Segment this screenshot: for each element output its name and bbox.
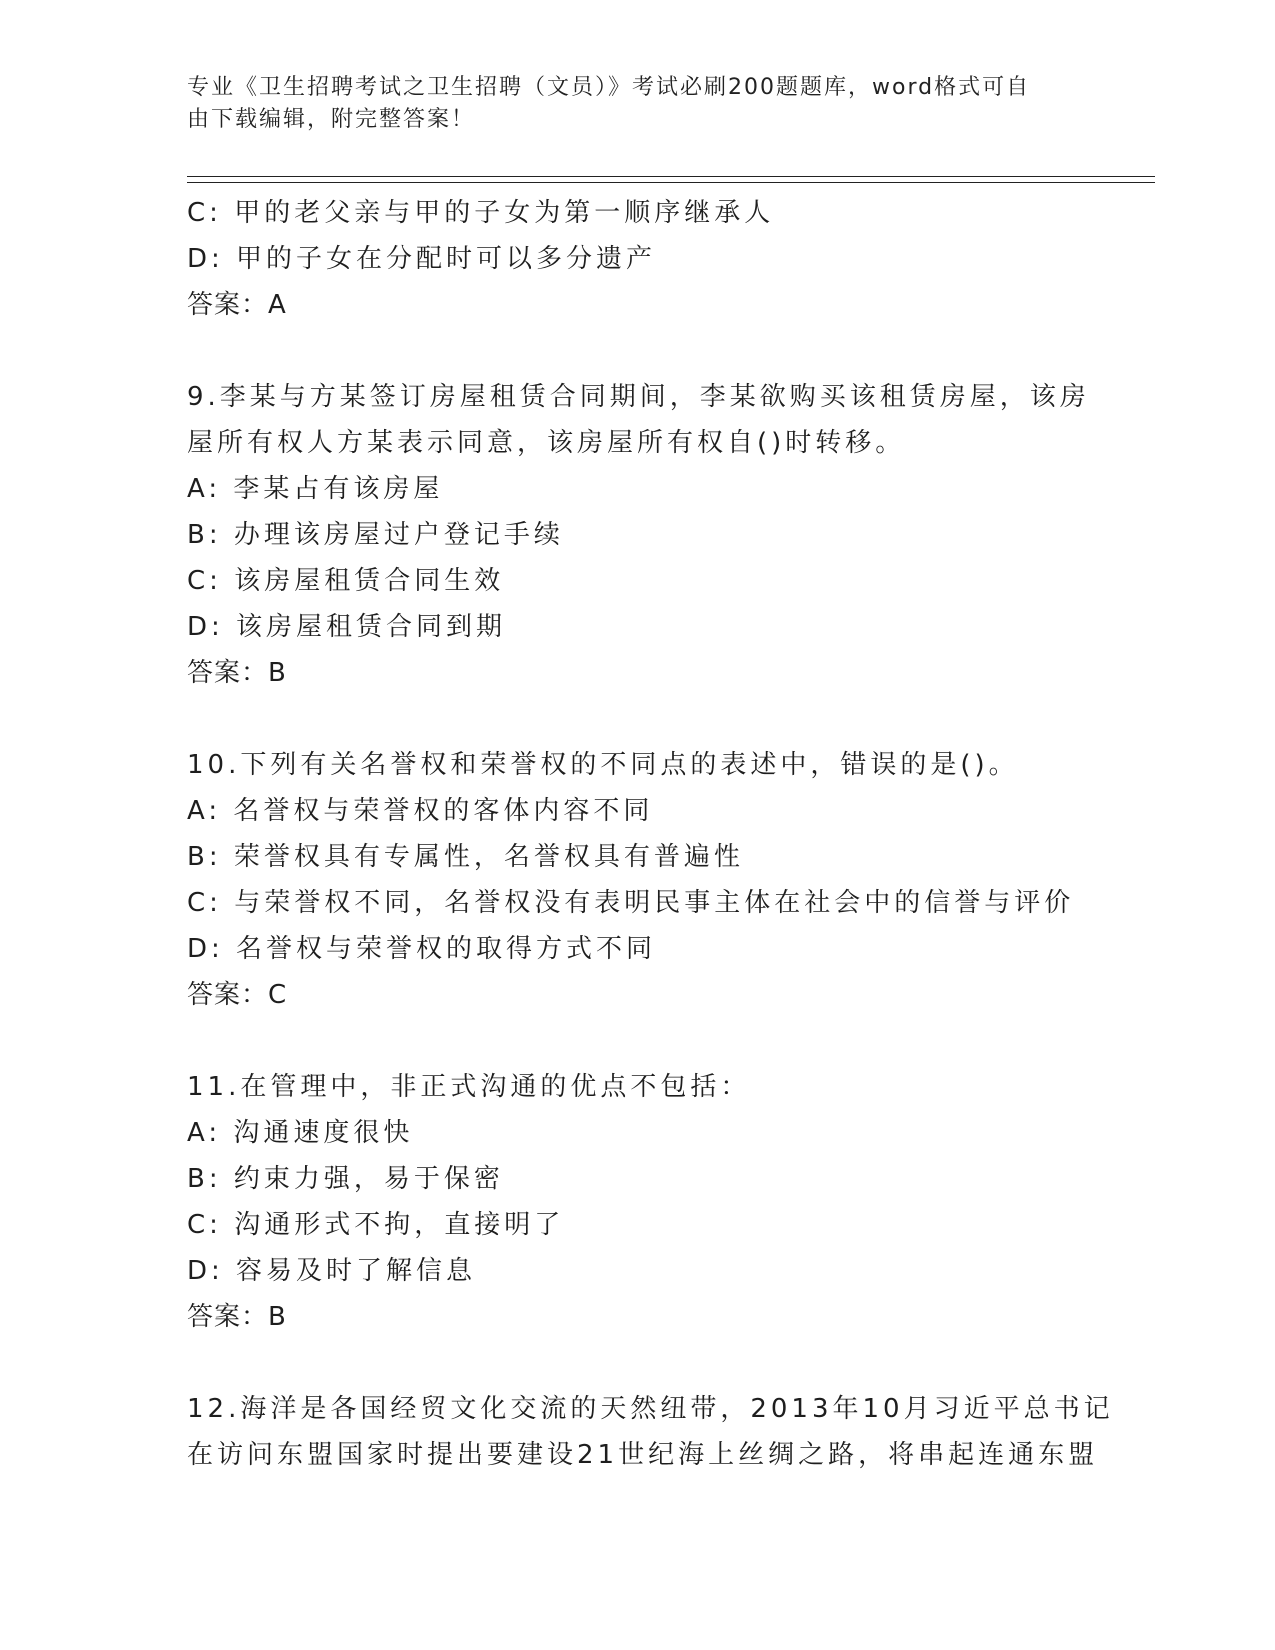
question-8-continued [187,190,1087,328]
question-11 [187,1064,1087,1340]
option-c: C: 该房屋租赁合同生效 [187,566,505,596]
question-stem-line: 11.在管理中，非正式沟通的优点不包括： [187,1072,751,1102]
option-d: D: 容易及时了解信息 [187,1256,477,1286]
answer-line: 答案：A [187,290,287,320]
document-header [187,72,1067,136]
answer-line: 答案：B [187,658,287,688]
option-d: D: 该房屋租赁合同到期 [187,612,507,642]
option-b: B: 约束力强，易于保密 [187,1164,504,1194]
option-a: A: 李某占有该房屋 [187,474,444,504]
answer-line: 答案：B [187,1302,287,1332]
answer-line: 答案：C [187,980,288,1010]
option-c: C: 与荣誉权不同，名誉权没有表明民事主体在社会中的信誉与评价 [187,888,1075,918]
option-c: C: 沟通形式不拘，直接明了 [187,1210,565,1240]
option-b: B: 办理该房屋过户登记手续 [187,520,564,550]
question-stem-line: 在访问东盟国家时提出要建设21世纪海上丝绸之路，将串起连通东盟 [187,1440,1099,1470]
question-stem-line: 10.下列有关名誉权和荣誉权的不同点的表述中，错误的是()。 [187,750,1019,780]
option-c: C: 甲的老父亲与甲的子女为第一顺序继承人 [187,198,775,228]
question-10 [187,742,1087,1018]
question-stem-line: 12.海洋是各国经贸文化交流的天然纽带，2013年10月习近平总书记 [187,1394,1114,1424]
document-body [187,190,1114,1478]
option-d: D: 甲的子女在分配时可以多分遗产 [187,244,657,274]
question-stem-line: 屋所有权人方某表示同意，该房屋所有权自()时转移。 [187,428,906,458]
option-b: B: 荣誉权具有专属性，名誉权具有普遍性 [187,842,744,872]
question-12 [187,1386,1114,1478]
question-stem-line: 9.李某与方某签订房屋租赁合同期间，李某欲购买该租赁房屋，该房 [187,382,1090,412]
header-divider-top [187,176,1155,177]
header-title-line-1: 专业《卫生招聘考试之卫生招聘（文员）》考试必刷200题题库，word格式可自 [187,75,1031,100]
option-a: A: 名誉权与荣誉权的客体内容不同 [187,796,654,826]
header-divider-bottom [187,182,1155,183]
option-d: D: 名誉权与荣誉权的取得方式不同 [187,934,657,964]
question-9 [187,374,1090,696]
option-a: A: 沟通速度很快 [187,1118,414,1148]
header-title-line-2: 由下载编辑，附完整答案！ [187,107,476,132]
